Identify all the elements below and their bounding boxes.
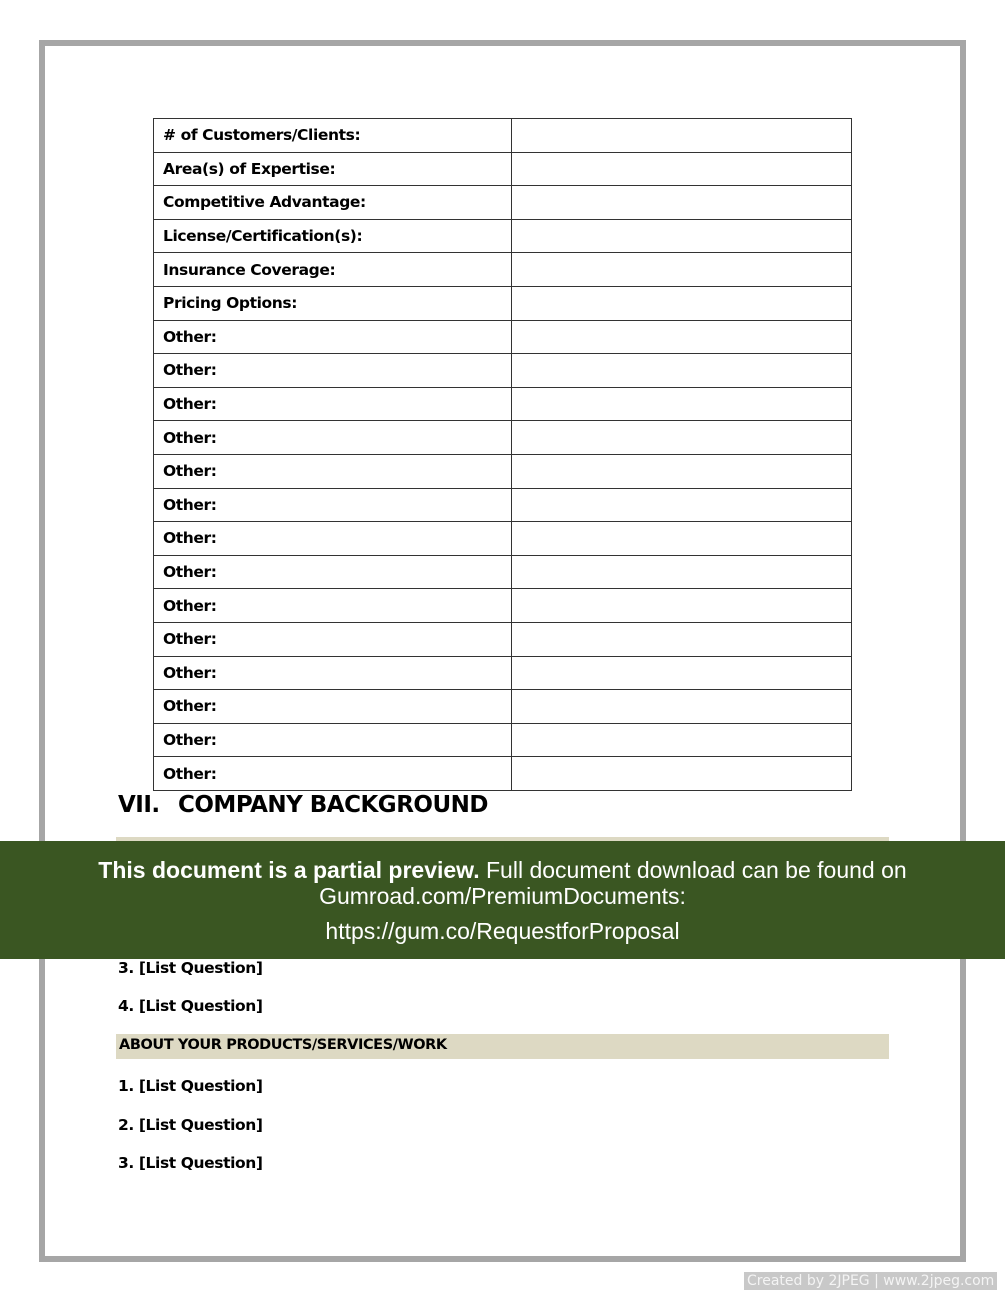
row-label: # of Customers/Clients: — [154, 119, 512, 153]
section-title: COMPANY BACKGROUND — [178, 792, 488, 818]
row-label: Other: — [154, 656, 512, 690]
row-value-cell[interactable] — [512, 387, 852, 421]
row-value-cell[interactable] — [512, 589, 852, 623]
row-value-cell[interactable] — [512, 219, 852, 253]
row-value-cell[interactable] — [512, 119, 852, 153]
row-label: Other: — [154, 690, 512, 724]
row-value-cell[interactable] — [512, 488, 852, 522]
row-label: Insurance Coverage: — [154, 253, 512, 287]
row-label: Other: — [154, 757, 512, 791]
row-value-cell[interactable] — [512, 555, 852, 589]
subheading: ABOUT YOUR PRODUCTS/SERVICES/WORK — [119, 1037, 447, 1053]
list-item: 2. [List Question] — [118, 1116, 263, 1134]
row-label: Other: — [154, 622, 512, 656]
table-row — [154, 286, 852, 320]
row-label: Pricing Options: — [154, 286, 512, 320]
table-row — [154, 622, 852, 656]
table-row — [154, 589, 852, 623]
table-row — [154, 488, 852, 522]
row-label: Other: — [154, 555, 512, 589]
row-label: Other: — [154, 421, 512, 455]
list-item: 1. [List Question] — [118, 1077, 263, 1095]
row-value-cell[interactable] — [512, 152, 852, 186]
section-number: VII. — [118, 792, 160, 818]
list-item: 3. [List Question] — [118, 959, 263, 977]
table-row — [154, 454, 852, 488]
row-value-cell[interactable] — [512, 186, 852, 220]
row-label: Competitive Advantage: — [154, 186, 512, 220]
banner-bold: This document is a partial preview. — [98, 857, 480, 883]
row-value-cell[interactable] — [512, 421, 852, 455]
table-row — [154, 522, 852, 556]
banner-link[interactable]: https://gum.co/RequestforProposal — [325, 918, 680, 944]
table-row — [154, 387, 852, 421]
row-value-cell[interactable] — [512, 522, 852, 556]
row-label: Other: — [154, 320, 512, 354]
row-label: Area(s) of Expertise: — [154, 152, 512, 186]
row-value-cell[interactable] — [512, 757, 852, 791]
row-value-cell[interactable] — [512, 286, 852, 320]
row-label: Other: — [154, 387, 512, 421]
table-row — [154, 354, 852, 388]
subheading-bar — [116, 1034, 889, 1059]
table-row — [154, 723, 852, 757]
banner-text: Full document download can be found on Gumroad.com/PremiumDocuments: — [319, 857, 907, 909]
row-value-cell[interactable] — [512, 320, 852, 354]
row-value-cell[interactable] — [512, 622, 852, 656]
table-row — [154, 186, 852, 220]
table-row — [154, 253, 852, 287]
table-row — [154, 656, 852, 690]
table-row — [154, 757, 852, 791]
table-row — [154, 152, 852, 186]
row-value-cell[interactable] — [512, 354, 852, 388]
row-label: License/Certification(s): — [154, 219, 512, 253]
row-label: Other: — [154, 354, 512, 388]
row-label: Other: — [154, 454, 512, 488]
row-value-cell[interactable] — [512, 723, 852, 757]
row-value-cell[interactable] — [512, 656, 852, 690]
row-label: Other: — [154, 723, 512, 757]
row-label: Other: — [154, 589, 512, 623]
watermark: Created by 2JPEG | www.2jpeg.com — [744, 1272, 997, 1290]
preview-banner — [0, 841, 1005, 959]
company-info-table — [153, 118, 852, 791]
table-row — [154, 421, 852, 455]
row-label: Other: — [154, 522, 512, 556]
row-value-cell[interactable] — [512, 690, 852, 724]
list-item: 3. [List Question] — [118, 1154, 263, 1172]
row-value-cell[interactable] — [512, 253, 852, 287]
row-label: Other: — [154, 488, 512, 522]
table-row — [154, 690, 852, 724]
table-row — [154, 219, 852, 253]
table-row — [154, 119, 852, 153]
table-row — [154, 320, 852, 354]
row-value-cell[interactable] — [512, 454, 852, 488]
table-row — [154, 555, 852, 589]
list-item: 4. [List Question] — [118, 997, 263, 1015]
